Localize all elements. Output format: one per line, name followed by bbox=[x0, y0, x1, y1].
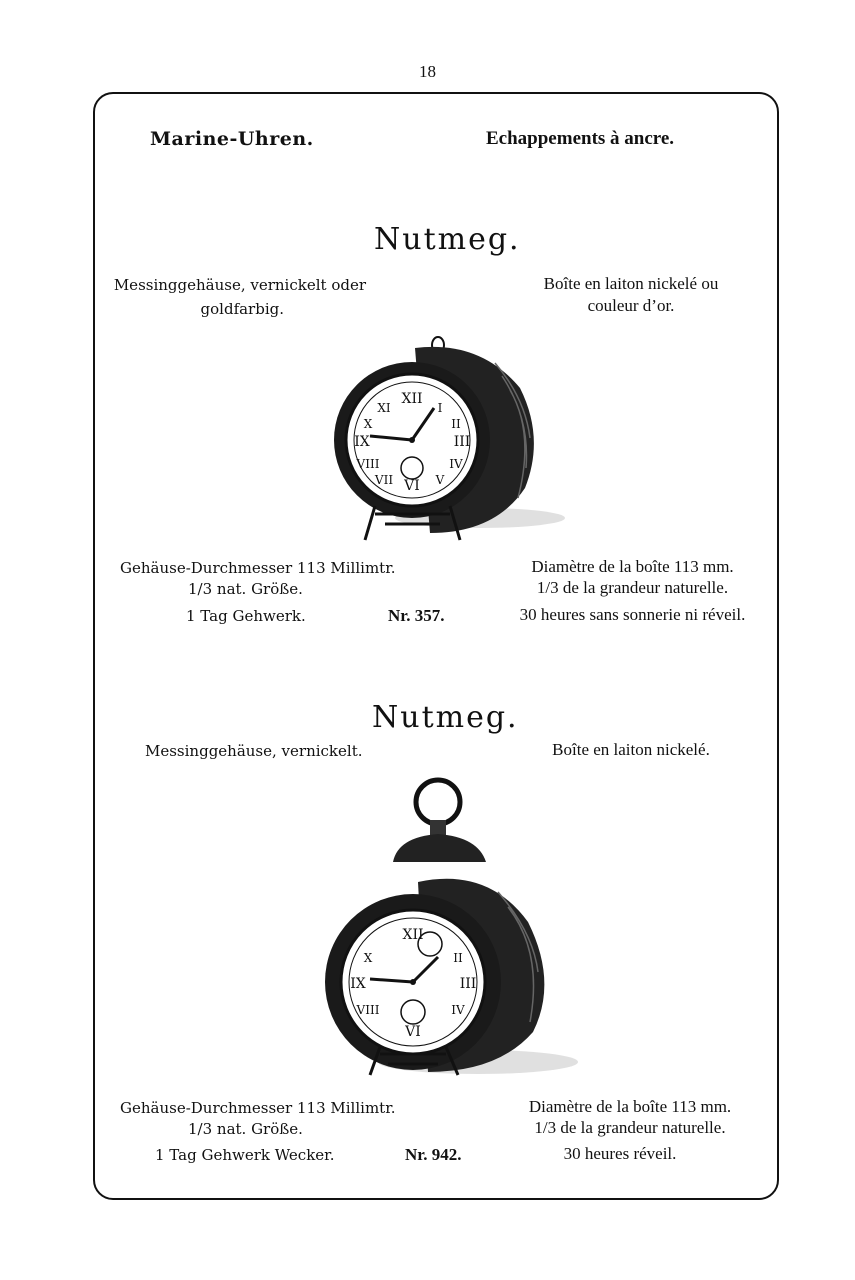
clock-illustration-357 bbox=[330, 328, 570, 548]
header-german: Marine-Uhren. bbox=[150, 128, 314, 150]
item-1-number: Nr. 357. bbox=[388, 606, 445, 625]
svg-text:II: II bbox=[453, 951, 463, 965]
svg-text:V: V bbox=[435, 473, 445, 487]
item-1-desc-fr-line-1: Boîte en laiton nickelé ou bbox=[543, 274, 719, 293]
svg-text:VIII: VIII bbox=[356, 457, 380, 471]
svg-text:IX: IX bbox=[354, 434, 370, 450]
item-1-desc-de-line-2: goldfarbig. bbox=[200, 300, 284, 318]
item-2-desc-de: Messinggehäuse, vernickelt. bbox=[145, 742, 363, 760]
item-2-scale-fr: 1/3 de la grandeur naturelle. bbox=[534, 1118, 726, 1137]
item-1-movement-fr: 30 heures sans sonnerie ni réveil. bbox=[519, 605, 746, 624]
item-1-scale-fr: 1/3 de la grandeur naturelle. bbox=[536, 578, 729, 597]
item-2-diameter-fr: Diamètre de la boîte 113 mm. bbox=[528, 1097, 732, 1116]
item-1-desc-fr-line-2: couleur d’or. bbox=[587, 296, 675, 315]
item-1-title: Nutmeg. bbox=[374, 222, 521, 257]
item-1-movement-de: 1 Tag Gehwerk. bbox=[186, 607, 306, 625]
item-2-scale-de: 1/3 nat. Größe. bbox=[188, 1120, 303, 1138]
clock-illustration-942 bbox=[318, 772, 588, 1082]
item-2-desc-fr: Boîte en laiton nickelé. bbox=[552, 740, 710, 759]
item-1-desc-de-line-1: Messinggehäuse, vernickelt oder bbox=[113, 276, 366, 294]
svg-text:XII: XII bbox=[401, 391, 423, 407]
svg-text:IV: IV bbox=[451, 1003, 465, 1017]
svg-text:X: X bbox=[363, 951, 373, 965]
svg-text:III: III bbox=[453, 434, 471, 450]
svg-text:I: I bbox=[437, 401, 443, 415]
svg-text:II: II bbox=[451, 417, 461, 431]
svg-text:IX: IX bbox=[350, 976, 366, 992]
svg-text:XI: XI bbox=[377, 401, 391, 415]
svg-text:X: X bbox=[363, 417, 373, 431]
item-2-diameter-de: Gehäuse-Durchmesser 113 Millimtr. bbox=[120, 1099, 396, 1117]
item-1-scale-de: 1/3 nat. Größe. bbox=[188, 580, 303, 598]
svg-text:VI: VI bbox=[404, 478, 420, 494]
item-2-title: Nutmeg. bbox=[372, 700, 519, 735]
item-2-number: Nr. 942. bbox=[405, 1145, 462, 1164]
page-number: 18 bbox=[419, 62, 436, 81]
svg-text:XII: XII bbox=[402, 927, 424, 943]
svg-text:III: III bbox=[459, 976, 477, 992]
svg-text:VII: VII bbox=[374, 473, 394, 487]
header-french: Echappements à ancre. bbox=[486, 128, 675, 149]
item-1-diameter-de: Gehäuse-Durchmesser 113 Millimtr. bbox=[120, 559, 396, 577]
svg-text:IV: IV bbox=[449, 457, 463, 471]
item-2-movement-fr: 30 heures réveil. bbox=[563, 1144, 677, 1163]
item-1-diameter-fr: Diamètre de la boîte 113 mm. bbox=[531, 557, 734, 576]
svg-text:VIII: VIII bbox=[356, 1003, 380, 1017]
svg-text:VI: VI bbox=[405, 1024, 421, 1040]
item-2-movement-de: 1 Tag Gehwerk Wecker. bbox=[155, 1146, 335, 1164]
